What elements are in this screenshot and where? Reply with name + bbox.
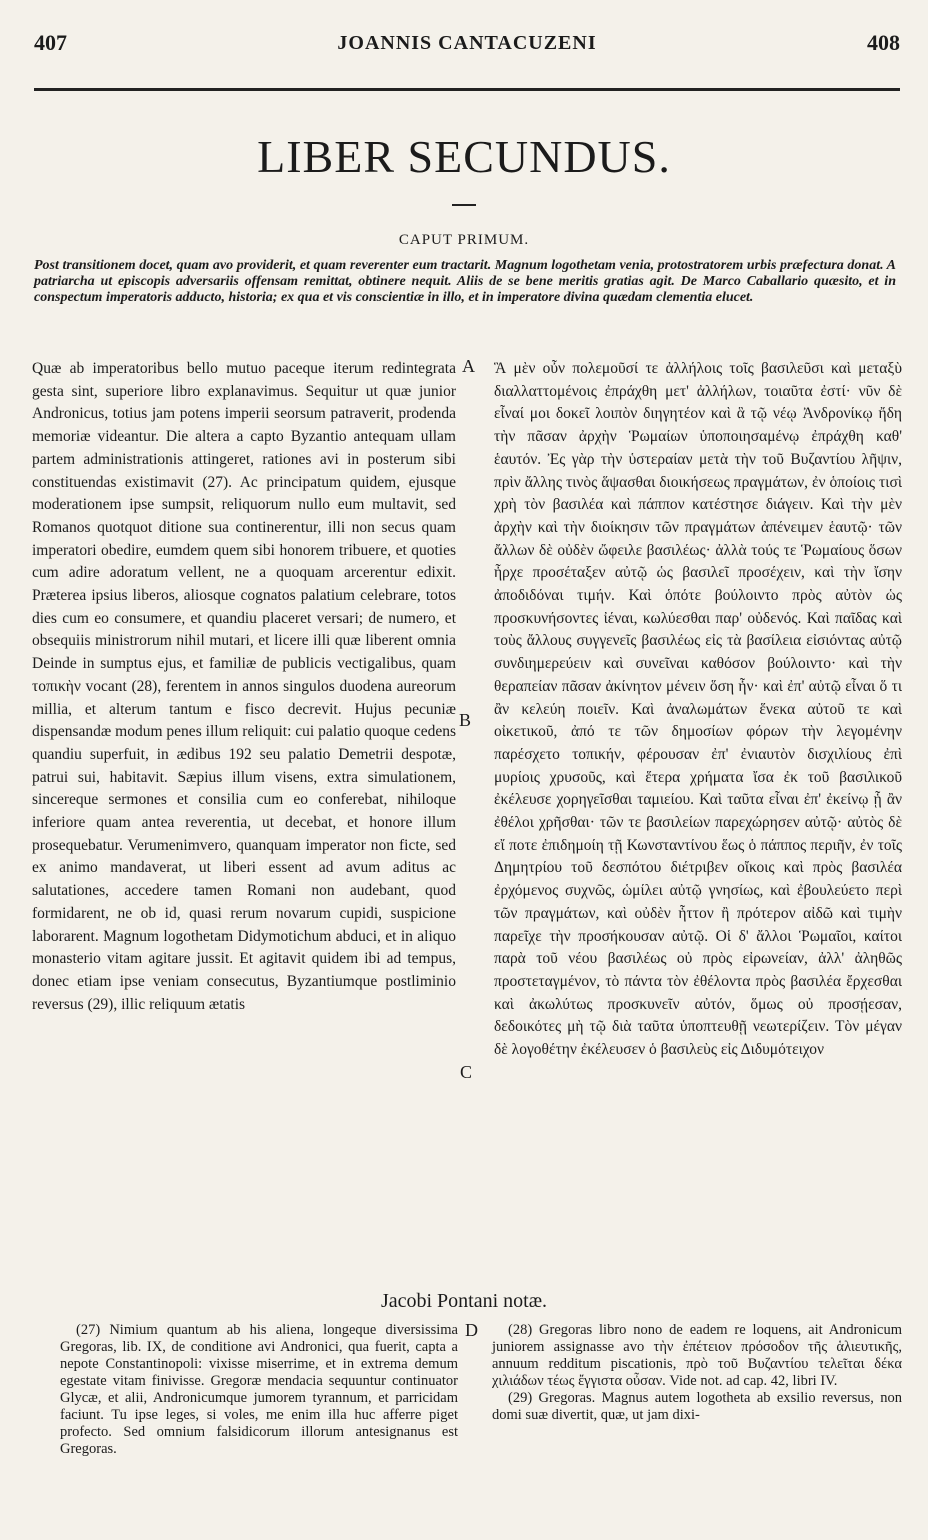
chapter-heading: CAPUT PRIMUM. [398, 232, 530, 248]
notes-left-column [60, 1322, 458, 1458]
margin-letter-a: A [462, 356, 475, 376]
notes-heading: Jacobi Pontani notæ. [380, 1290, 548, 1312]
margin-letter-c: C [460, 1062, 473, 1082]
page-number-left: 407 [34, 30, 67, 55]
footnote-28: (28) Gregoras libro nono de eadem re loquens, ait Andronicum juniorem assignasse avo τὴν ἐπέτειον πρόσοδον τῆς ἁλιευτικῆς, annuum redditum piscationis, πρὸ τοῦ Βυζαντίου τελεῖται δέκα χιλιάδων τέως ἔγγιστα οὖσαν. Vide not. ad cap. 42, libri IV. [492, 1322, 902, 1389]
greek-text: Ἃ μὲν οὖν πολεμοῦσί τε ἀλλήλοις τοῖς βασιλεῦσι καὶ μεταξὺ διαλλαττομένοις ἐπράχθη μετ' ἀλλήλων, τοιαῦτα ἐστί· νῦν δὲ εἶναί μοι δοκεῖ λοιπὸν διηγητέον καὶ ἃ τῷ νέῳ Ἀνδρονίκῳ ἤδη τὴν πᾶσαν ἀρχὴν Ῥωμαίων ὑποποιησαμένῳ ἐπράχθη καθ' ἑαυτόν. Ἐς γὰρ τὴν ὑστεραίαν μετὰ τὴν τοῦ Βυζαντίου λῆψιν, πρὶν ἄλλης τινὸς ἅψασθαι διοικήσεως πραγμάτων, ἐν ὁποίοις τισὶ χρὴ τὸν βασιλέα καὶ πάππον κατέστησε διάγειν. Καὶ τὴν μὲν ἀρχὴν καὶ τὴν διοίκησιν τῶν πραγμάτων ἀπένειμεν ἑαυτῷ· τῶν ἄλλων δὲ οὐδὲν ὤφειλε βασιλέως· ἀλλὰ τούς τε Ῥωμαίους ὅσων ἦρχε προσέταξεν αὐτῷ ὡς βασιλεῖ προσέχειν, καὶ τὴν ἴσην ἀποδιδόναι τιμήν. Καὶ ὁπότε βούλοιντο πρὸς αὐτὸν ὡς προσκυνήσοντες ἰέναι, κωλύεσθαι παρ' οὐδενός. Καὶ παῖδας καὶ τοὺς ἄλλους συγγενεῖς βασιλέως εἰς τὰ βασίλεια εἰσιόντας αὐτῷ συνδιημερεύειν καὶ συνεῖναι καθόσον βούλοιντο· καὶ τὴν θεραπείαν πᾶσαν ἀκίνητον μένειν ὅση ἦν· καὶ ἐπ' αὐτῷ εἶναι ὅ τι ἂν κελεύη ποιεῖν. Καὶ ἀναλωμάτων ἕνεκα αὐτοῦ τε καὶ οἰκετικοῦ, ἀπό τε τῶν δημοσίων φόρων τὴν λεγομένην παρέσχετο τοπικήν, φέρουσαν ἐπ' ἐνιαυτὸν δισχιλίους ἐπὶ μυρίοις χρυσοῦς, καὶ ἕτερα χρήματα ἴσα ἐκ τοῦ βασιλικοῦ ἐκέλευσε χορηγεῖσθαι ταμιείου. Καὶ ταῦτα εἶναι ἐπ' ἐκείνῳ ᾗ ἂν ἐθέλοι χρῆσθαι· τῶν τε βασιλείων παρεχώρησεν αὐτῷ· αὐτὸς δὲ εἴ ποτε ἐπιδημοίη τῇ Κωνσταντίνου ἕως ὁ πάππος περιῆν, ἐν τοῖς Δημητρίου τοῦ δεσπότου διέτριβεν οἴκοις καὶ πρὸς βασιλέα ἐρχόμενος συχνῶς, ὡμίλει αὐτῷ γνησίως, καὶ ἐβουλεύετο περὶ τῶν πραγμάτων, καὶ οὐδὲν ἧττον ἢ πρότερον αἰδῶ καὶ τιμὴν παρεῖχε τὴν προσήκουσαν αὐτῷ. Οἱ δ' ἄλλοι Ῥωμαῖοι, καίτοι παρὰ τοῦ νέου βασιλέως οὐ πρὸς εἰρωνείαν, ἀλλ' ἀληθῶς προστεταγμένον, τὸ πάντα τὸν ἐθέλοντα πρὸς βασιλέα ἔρχεσθαι καὶ ἀκωλύτως προσκυνεῖν αὐτόν, ὅμως οὐ προσῄεσαν, δεδοικότες μὴ τῷ διὰ ταῦτα ὑποπτευθῇ νεωτερίζειν. Τὸν μέγαν δὲ λογοθέτην ἐκέλευσεν ὁ βασιλεὺς εἰς Διδυμότειχον [494, 360, 902, 1059]
latin-column [32, 358, 456, 1016]
notes-right-column [492, 1322, 902, 1424]
chapter-summary: Post transitionem docet, quam avo providerit, et quam reverenter eum tractarit. Magnum logothetam venia, protostratorem urbis præfectura donat. A patriarcha ut episcopis adversariis offensam remittat, obtinere nequit. Aliis de se bene meritis gratias agit. De Marco Caballario quæsito, et in conspectum imperatoris adducto, historia; ex qua et vis conscientiæ in illo, et in imperatore divina quædam clementia elucet. [34, 258, 896, 305]
footnote-29: (29) Gregoras. Magnus autem logotheta ab exsilio reversus, non domi suæ divertit, quæ, ut jam dixi- [492, 1390, 902, 1423]
greek-column [494, 358, 902, 1062]
title-divider [452, 204, 476, 206]
footnote-27: (27) Nimium quantum ab his aliena, longeque diversissima Gregoras, lib. IX, de conditione avi Andronici, qua fuerit, capta a nepote Constantinopoli: vixisse miserrime, et in extrema demum egestate vitam finivisse. Gregoræ mendacia sequuntur continuator Glycæ, et alii, Andronicumque jumorem tyrannum, et parricidam faciunt. Tu ipse leges, si voles, me enim illa huc afferre piget profecto. Sed omnium falsidicorum illorum antesignanus est Gregoras. [60, 1322, 458, 1457]
margin-letter-d: D [465, 1320, 478, 1340]
header-rule [34, 88, 900, 91]
running-title: JOANNIS CANTACUZENI [337, 32, 597, 54]
page-number-right: 408 [867, 30, 900, 55]
book-title: LIBER SECUNDUS. [257, 131, 671, 182]
page-header [34, 30, 900, 68]
margin-letter-b: B [459, 710, 472, 730]
latin-text: Quæ ab imperatoribus bello mutuo paceque iterum redintegrata gesta sint, superiore libro explanavimus. Sequitur ut quæ junior Andronicus, totius jam potens imperii seorsum patraverit, prodenda memoriæ videantur. Die altera a capto Byzantio antequam ullam partem administrationis attingeret, rationes avi in posterum sibi constituendas existimavit (27). Ac principatum quidem, ejusque moderationem ipse sumpsit, reliquorum nullo eum multavit, sed Romanos quotquot ditione sua continerentur, illi non secus quam imperatori obedire, eumdem quem sibi honorem tribuere, et quoties cum adire adoratum vellent, ne a quoquam arcerentur edixit. Præterea ipsius liberos, aliosque cognatos palatium celebrare, totos dies cum eo consumere, et quandiu placeret versari; de numero, et obsequiis ministrorum nihil mutari, et licere illi quæ liberent omnia Deinde in sumptus ejus, et familiæ de publicis vectigalibus, quam τοπικὴν vocant (28), ferentem in annos singulos duodena aureorum millia, et alterum tantum e fisco decrevit. Hujus pecuniæ dispensandæ modum penes illum reliquit: cui palatio quoque cedens quandiu superfuit, in ædibus 192 seu palatio Demetrii despotæ, patrui sui, habitavit. Sæpius illum visens, extra simulationem, sincereque sermones et consilia cum eo conferebat, nihiloque inferiore quam antea reverentia, ut decebat, et honore illum prosequebatur. Verumenimvero, quanquam imperator non ficte, sed ex animo mandaverat, ut liberi essent ad avum aditus ac salutationes, accedere tamen Romani non audebant, quod formidarent, ne ob id, quasi rerum novarum cupidi, suspicione laborarent. Magnum logothetam Didymotichum abduci, et in aliquo monasterio vitam agitare jussit. Et agitavit quidem ibi ad tempus, donec etiam ipse veniam consecutus, Byzantiumque postliminio reversus (29), illic reliquum ætatis [32, 360, 456, 1013]
